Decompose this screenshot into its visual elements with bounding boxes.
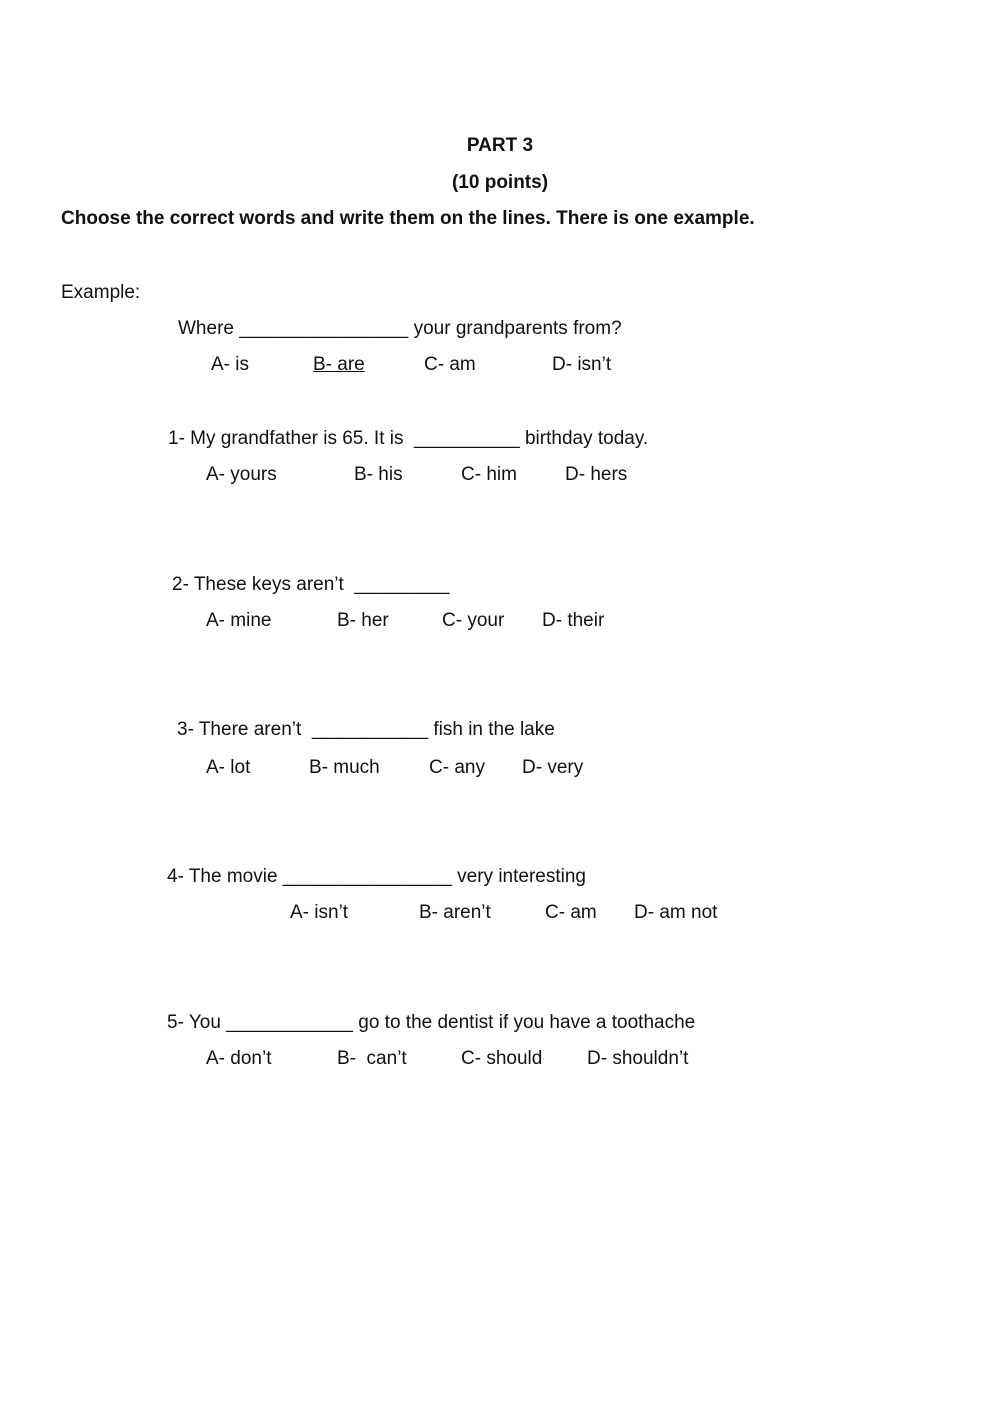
question-1-text: 1- My grandfather is 65. It is __________ birthday today. bbox=[168, 428, 649, 449]
question-2-option-d[interactable]: D- their bbox=[542, 610, 605, 631]
question-5-text: 5- You ____________ go to the dentist if you have a toothache bbox=[167, 1012, 696, 1033]
example-label: Example: bbox=[61, 282, 141, 303]
question-1-option-b[interactable]: B- his bbox=[354, 464, 403, 485]
question-1-option-c[interactable]: C- him bbox=[461, 464, 517, 485]
question-3-option-c[interactable]: C- any bbox=[429, 757, 485, 778]
question-5-option-b[interactable]: B- can’t bbox=[337, 1048, 407, 1069]
example-option-b-answer[interactable]: B- are bbox=[313, 354, 365, 375]
question-1-option-a[interactable]: A- yours bbox=[206, 464, 277, 485]
question-4-option-b[interactable]: B- aren’t bbox=[419, 902, 491, 923]
question-1-option-d[interactable]: D- hers bbox=[565, 464, 628, 485]
example-question: Where ________________ your grandparents from? bbox=[178, 318, 622, 339]
question-3-option-d[interactable]: D- very bbox=[522, 757, 584, 778]
example-option-c[interactable]: C- am bbox=[424, 354, 476, 375]
question-3-option-b[interactable]: B- much bbox=[309, 757, 380, 778]
question-3-option-a[interactable]: A- lot bbox=[206, 757, 251, 778]
example-option-d[interactable]: D- isn’t bbox=[552, 354, 612, 375]
points-label: (10 points) bbox=[451, 172, 549, 193]
question-4-option-d[interactable]: D- am not bbox=[634, 902, 718, 923]
question-5-option-a[interactable]: A- don’t bbox=[206, 1048, 272, 1069]
question-4-text: 4- The movie ________________ very interesting bbox=[167, 866, 586, 887]
question-5-option-c[interactable]: C- should bbox=[461, 1048, 543, 1069]
question-2-text: 2- These keys aren’t _________ bbox=[172, 574, 450, 595]
question-4-option-c[interactable]: C- am bbox=[545, 902, 597, 923]
question-5-option-d[interactable]: D- shouldn’t bbox=[587, 1048, 689, 1069]
question-3-text: 3- There aren’t ___________ fish in the lake bbox=[177, 719, 555, 740]
instructions: Choose the correct words and write them on the lines. There is one example. bbox=[61, 208, 755, 229]
question-2-option-a[interactable]: A- mine bbox=[206, 610, 272, 631]
question-2-option-b[interactable]: B- her bbox=[337, 610, 389, 631]
part-title: PART 3 bbox=[466, 135, 534, 156]
question-2-option-c[interactable]: C- your bbox=[442, 610, 505, 631]
example-option-a[interactable]: A- is bbox=[211, 354, 249, 375]
question-4-option-a[interactable]: A- isn’t bbox=[290, 902, 349, 923]
